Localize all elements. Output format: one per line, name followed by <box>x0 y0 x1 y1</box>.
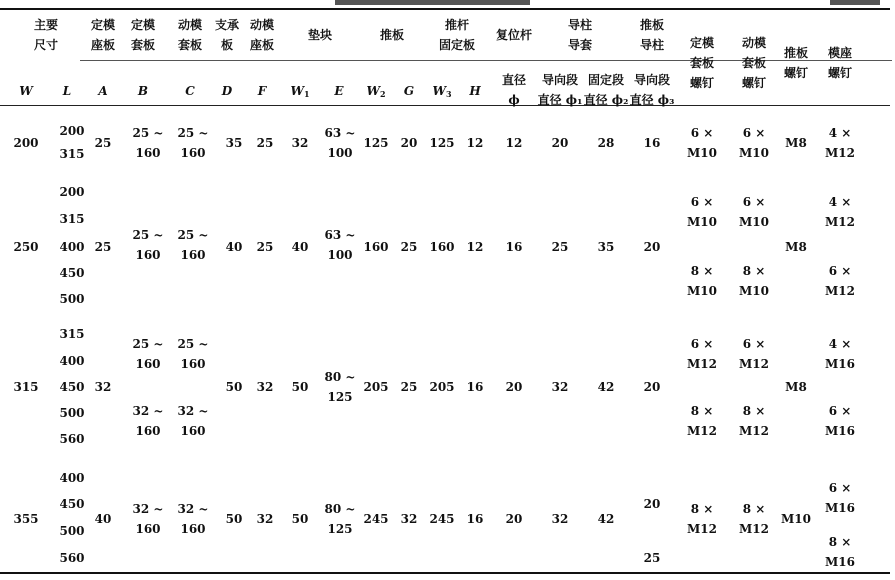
hdr-guide-seg-1: 导向段 <box>541 73 579 87</box>
cell-fixed-screw: M10 <box>687 215 717 229</box>
hdr-guide-seg-2: 直径 ϕ₁ <box>537 93 583 107</box>
cell-E: 80 ~ <box>324 370 356 384</box>
cell-A: 25 <box>94 136 112 150</box>
hdr-moving-plate-2: 套板 <box>177 38 203 52</box>
cell-B: 160 <box>135 424 161 438</box>
cell-phi2: 28 <box>597 136 615 150</box>
cell-C: 25 ~ <box>177 228 209 242</box>
hdr-moving-screw-3: 螺钉 <box>741 76 767 90</box>
cell-D: 50 <box>225 380 243 394</box>
hdr-moving-base-1: 动模 <box>249 18 275 32</box>
cell-L: 450 <box>59 266 85 280</box>
hdr-moving-plate-1: 动模 <box>177 18 203 32</box>
cell-C: 160 <box>180 248 206 262</box>
cell-E: 100 <box>327 248 353 262</box>
cell-C: 25 ~ <box>177 337 209 351</box>
hdr-fixed-screw-1: 定模 <box>689 36 715 50</box>
sym-D: D <box>221 84 233 98</box>
cell-B: 32 ~ <box>132 502 164 516</box>
hdr-reset-rod: 复位杆 <box>495 28 533 42</box>
cell-W: 200 <box>13 136 39 150</box>
cell-L: 400 <box>59 471 85 485</box>
cell-L: 500 <box>59 524 85 538</box>
cell-W: 355 <box>13 512 39 526</box>
cell-phi1: 32 <box>551 380 569 394</box>
hdr-dia-2: ϕ <box>508 93 520 107</box>
cell-phi3: 16 <box>643 136 661 150</box>
cell-A: 25 <box>94 240 112 254</box>
cell-G: 20 <box>400 136 418 150</box>
cell-B: 25 ~ <box>132 126 164 140</box>
cell-F: 25 <box>256 136 274 150</box>
hdr-moving-screw-1: 动模 <box>741 36 767 50</box>
cell-E: 63 ~ <box>324 228 356 242</box>
hdr-rod-retainer-1: 推杆 <box>444 18 470 32</box>
header-bottom-rule <box>0 105 890 106</box>
cell-L: 400 <box>59 240 85 254</box>
cell-L: 315 <box>59 212 85 226</box>
sym-G: G <box>403 84 415 98</box>
cell-W2: 125 <box>363 136 389 150</box>
cell-W2: 160 <box>363 240 389 254</box>
cell-C: 160 <box>180 357 206 371</box>
hdr-guide-1: 导柱 <box>567 18 593 32</box>
cell-D: 35 <box>225 136 243 150</box>
cell-L: 450 <box>59 380 85 394</box>
cell-phi: 12 <box>505 136 523 150</box>
cell-fixed-screw: M10 <box>687 146 717 160</box>
cell-phi: 20 <box>505 380 523 394</box>
cell-L: 315 <box>59 327 85 341</box>
cell-phi3: 20 <box>643 240 661 254</box>
cell-fixed-screw: 8 × <box>690 404 714 418</box>
cell-phi1: 25 <box>551 240 569 254</box>
cell-D: 50 <box>225 512 243 526</box>
cell-W3: 160 <box>429 240 455 254</box>
cell-fixed-screw: 8 × <box>690 502 714 516</box>
cell-W2: 245 <box>363 512 389 526</box>
cell-fixed-screw: 6 × <box>690 126 714 140</box>
hdr-fixed-base-2: 座板 <box>90 38 116 52</box>
cell-fixed-screw: M10 <box>687 284 717 298</box>
cell-moving-screw: M10 <box>739 215 769 229</box>
sym-W1: $W_1$ <box>290 84 310 99</box>
cell-L: 400 <box>59 354 85 368</box>
cell-pusher-screw: M8 <box>785 240 807 254</box>
cell-phi3: 25 <box>643 551 661 565</box>
sym-A: A <box>98 84 108 98</box>
cell-C: 32 ~ <box>177 502 209 516</box>
cropped-unit <box>830 0 880 5</box>
hdr-main-size-2: 尺寸 <box>33 38 59 52</box>
hdr-pusher: 推板 <box>379 28 405 42</box>
cell-phi3: 20 <box>643 497 661 511</box>
hdr-pusher-guide-2: 导柱 <box>639 38 665 52</box>
cell-W: 250 <box>13 240 39 254</box>
cell-base-screw: M12 <box>825 284 855 298</box>
cell-H: 16 <box>466 512 484 526</box>
cell-F: 25 <box>256 240 274 254</box>
cell-base-screw: M12 <box>825 146 855 160</box>
cell-B: 25 ~ <box>132 337 164 351</box>
cell-moving-screw: 6 × <box>742 126 766 140</box>
cell-base-screw: M16 <box>825 424 855 438</box>
cell-E: 63 ~ <box>324 126 356 140</box>
hdr-fixed-seg-2: 直径 ϕ₂ <box>583 93 629 107</box>
cell-B: 160 <box>135 357 161 371</box>
hdr-pguide-seg-1: 导向段 <box>633 73 671 87</box>
hdr-pguide-seg-2: 直径 ϕ₃ <box>629 93 675 107</box>
hdr-guide-2: 导套 <box>567 38 593 52</box>
cell-L: 500 <box>59 406 85 420</box>
sym-W2: $W_2$ <box>366 84 386 99</box>
cell-phi3: 20 <box>643 380 661 394</box>
hdr-fixed-screw-3: 螺钉 <box>689 76 715 90</box>
cell-W: 315 <box>13 380 39 394</box>
cell-W1: 32 <box>291 136 309 150</box>
hdr-dia-1: 直径 <box>501 73 527 87</box>
cell-C: 25 ~ <box>177 126 209 140</box>
sym-E: E <box>334 84 344 98</box>
cell-E: 125 <box>327 522 353 536</box>
cell-moving-screw: 8 × <box>742 264 766 278</box>
hdr-support-2: 板 <box>220 38 234 52</box>
cell-moving-screw: 8 × <box>742 404 766 418</box>
cell-W1: 50 <box>291 380 309 394</box>
cell-moving-screw: M10 <box>739 284 769 298</box>
cell-G: 32 <box>400 512 418 526</box>
cell-phi2: 42 <box>597 380 615 394</box>
cell-B: 25 ~ <box>132 228 164 242</box>
table-bottom-rule <box>0 572 890 574</box>
cell-L: 200 <box>59 124 85 138</box>
hdr-pusher-guide-1: 推板 <box>639 18 665 32</box>
header-mid-rule <box>80 60 892 61</box>
cell-B: 160 <box>135 522 161 536</box>
cell-moving-screw: M12 <box>739 522 769 536</box>
table-top-rule <box>0 8 890 10</box>
cell-A: 40 <box>94 512 112 526</box>
cell-base-screw: 6 × <box>828 481 852 495</box>
cell-base-screw: 6 × <box>828 404 852 418</box>
cell-W3: 245 <box>429 512 455 526</box>
hdr-main-size-1: 主要 <box>33 18 59 32</box>
hdr-support-1: 支承 <box>214 18 240 32</box>
cropped-caption <box>335 0 530 5</box>
cell-B: 160 <box>135 146 161 160</box>
cell-phi1: 32 <box>551 512 569 526</box>
sym-W3: $W_3$ <box>432 84 452 99</box>
cell-base-screw: 6 × <box>828 264 852 278</box>
sym-F: F <box>257 84 267 98</box>
hdr-pusher-screw-2: 螺钉 <box>783 66 809 80</box>
cell-moving-screw: 8 × <box>742 502 766 516</box>
cell-base-screw: M16 <box>825 357 855 371</box>
cell-moving-screw: M12 <box>739 357 769 371</box>
cell-L: 560 <box>59 551 85 565</box>
cell-G: 25 <box>400 380 418 394</box>
hdr-spacer: 垫块 <box>307 28 333 42</box>
cell-pusher-screw: M8 <box>785 380 807 394</box>
cell-F: 32 <box>256 380 274 394</box>
hdr-moving-base-2: 座板 <box>249 38 275 52</box>
cell-E: 100 <box>327 146 353 160</box>
hdr-base-screw-1: 模座 <box>827 46 853 60</box>
sym-W: W <box>19 84 33 98</box>
cell-L: 200 <box>59 185 85 199</box>
cell-B: 160 <box>135 248 161 262</box>
cell-H: 16 <box>466 380 484 394</box>
cell-phi2: 35 <box>597 240 615 254</box>
cell-base-screw: 4 × <box>828 195 852 209</box>
sym-C: C <box>185 84 195 98</box>
cell-E: 80 ~ <box>324 502 356 516</box>
hdr-fixed-base-1: 定模 <box>90 18 116 32</box>
cell-B: 32 ~ <box>132 404 164 418</box>
cell-L: 450 <box>59 497 85 511</box>
cell-W2: 205 <box>363 380 389 394</box>
cell-base-screw: 4 × <box>828 126 852 140</box>
cell-base-screw: M12 <box>825 215 855 229</box>
cell-L: 315 <box>59 147 85 161</box>
cell-C: 160 <box>180 522 206 536</box>
hdr-base-screw-2: 螺钉 <box>827 66 853 80</box>
cell-phi1: 20 <box>551 136 569 150</box>
cell-L: 560 <box>59 432 85 446</box>
cell-moving-screw: M10 <box>739 146 769 160</box>
cell-pusher-screw: M8 <box>785 136 807 150</box>
sym-H: H <box>469 84 481 98</box>
cell-moving-screw: M12 <box>739 424 769 438</box>
hdr-moving-screw-2: 套板 <box>741 56 767 70</box>
cell-base-screw: 8 × <box>828 535 852 549</box>
cell-C: 32 ~ <box>177 404 209 418</box>
hdr-fixed-plate-1: 定模 <box>130 18 156 32</box>
hdr-fixed-screw-2: 套板 <box>689 56 715 70</box>
sym-L: L <box>62 84 72 98</box>
sym-B: B <box>137 84 149 98</box>
cell-D: 40 <box>225 240 243 254</box>
cell-C: 160 <box>180 146 206 160</box>
cell-fixed-screw: 6 × <box>690 337 714 351</box>
cell-H: 12 <box>466 240 484 254</box>
cell-fixed-screw: 8 × <box>690 264 714 278</box>
cell-pusher-screw: M10 <box>781 512 811 526</box>
cell-base-screw: M16 <box>825 555 855 569</box>
cell-fixed-screw: M12 <box>687 424 717 438</box>
cell-base-screw: M16 <box>825 501 855 515</box>
cell-L: 500 <box>59 292 85 306</box>
hdr-fixed-plate-2: 套板 <box>130 38 156 52</box>
cell-W1: 50 <box>291 512 309 526</box>
hdr-rod-retainer-2: 固定板 <box>438 38 476 52</box>
cell-fixed-screw: M12 <box>687 522 717 536</box>
cell-A: 32 <box>94 380 112 394</box>
cell-moving-screw: 6 × <box>742 337 766 351</box>
cell-phi: 20 <box>505 512 523 526</box>
cell-W3: 205 <box>429 380 455 394</box>
hdr-fixed-seg-1: 固定段 <box>587 73 625 87</box>
cell-moving-screw: 6 × <box>742 195 766 209</box>
cell-C: 160 <box>180 424 206 438</box>
cell-fixed-screw: M12 <box>687 357 717 371</box>
cell-base-screw: 4 × <box>828 337 852 351</box>
cell-phi2: 42 <box>597 512 615 526</box>
cell-phi: 16 <box>505 240 523 254</box>
cell-F: 32 <box>256 512 274 526</box>
cell-G: 25 <box>400 240 418 254</box>
cell-W3: 125 <box>429 136 455 150</box>
hdr-pusher-screw-1: 推板 <box>783 46 809 60</box>
cell-fixed-screw: 6 × <box>690 195 714 209</box>
cell-W1: 40 <box>291 240 309 254</box>
cell-E: 125 <box>327 390 353 404</box>
cell-H: 12 <box>466 136 484 150</box>
